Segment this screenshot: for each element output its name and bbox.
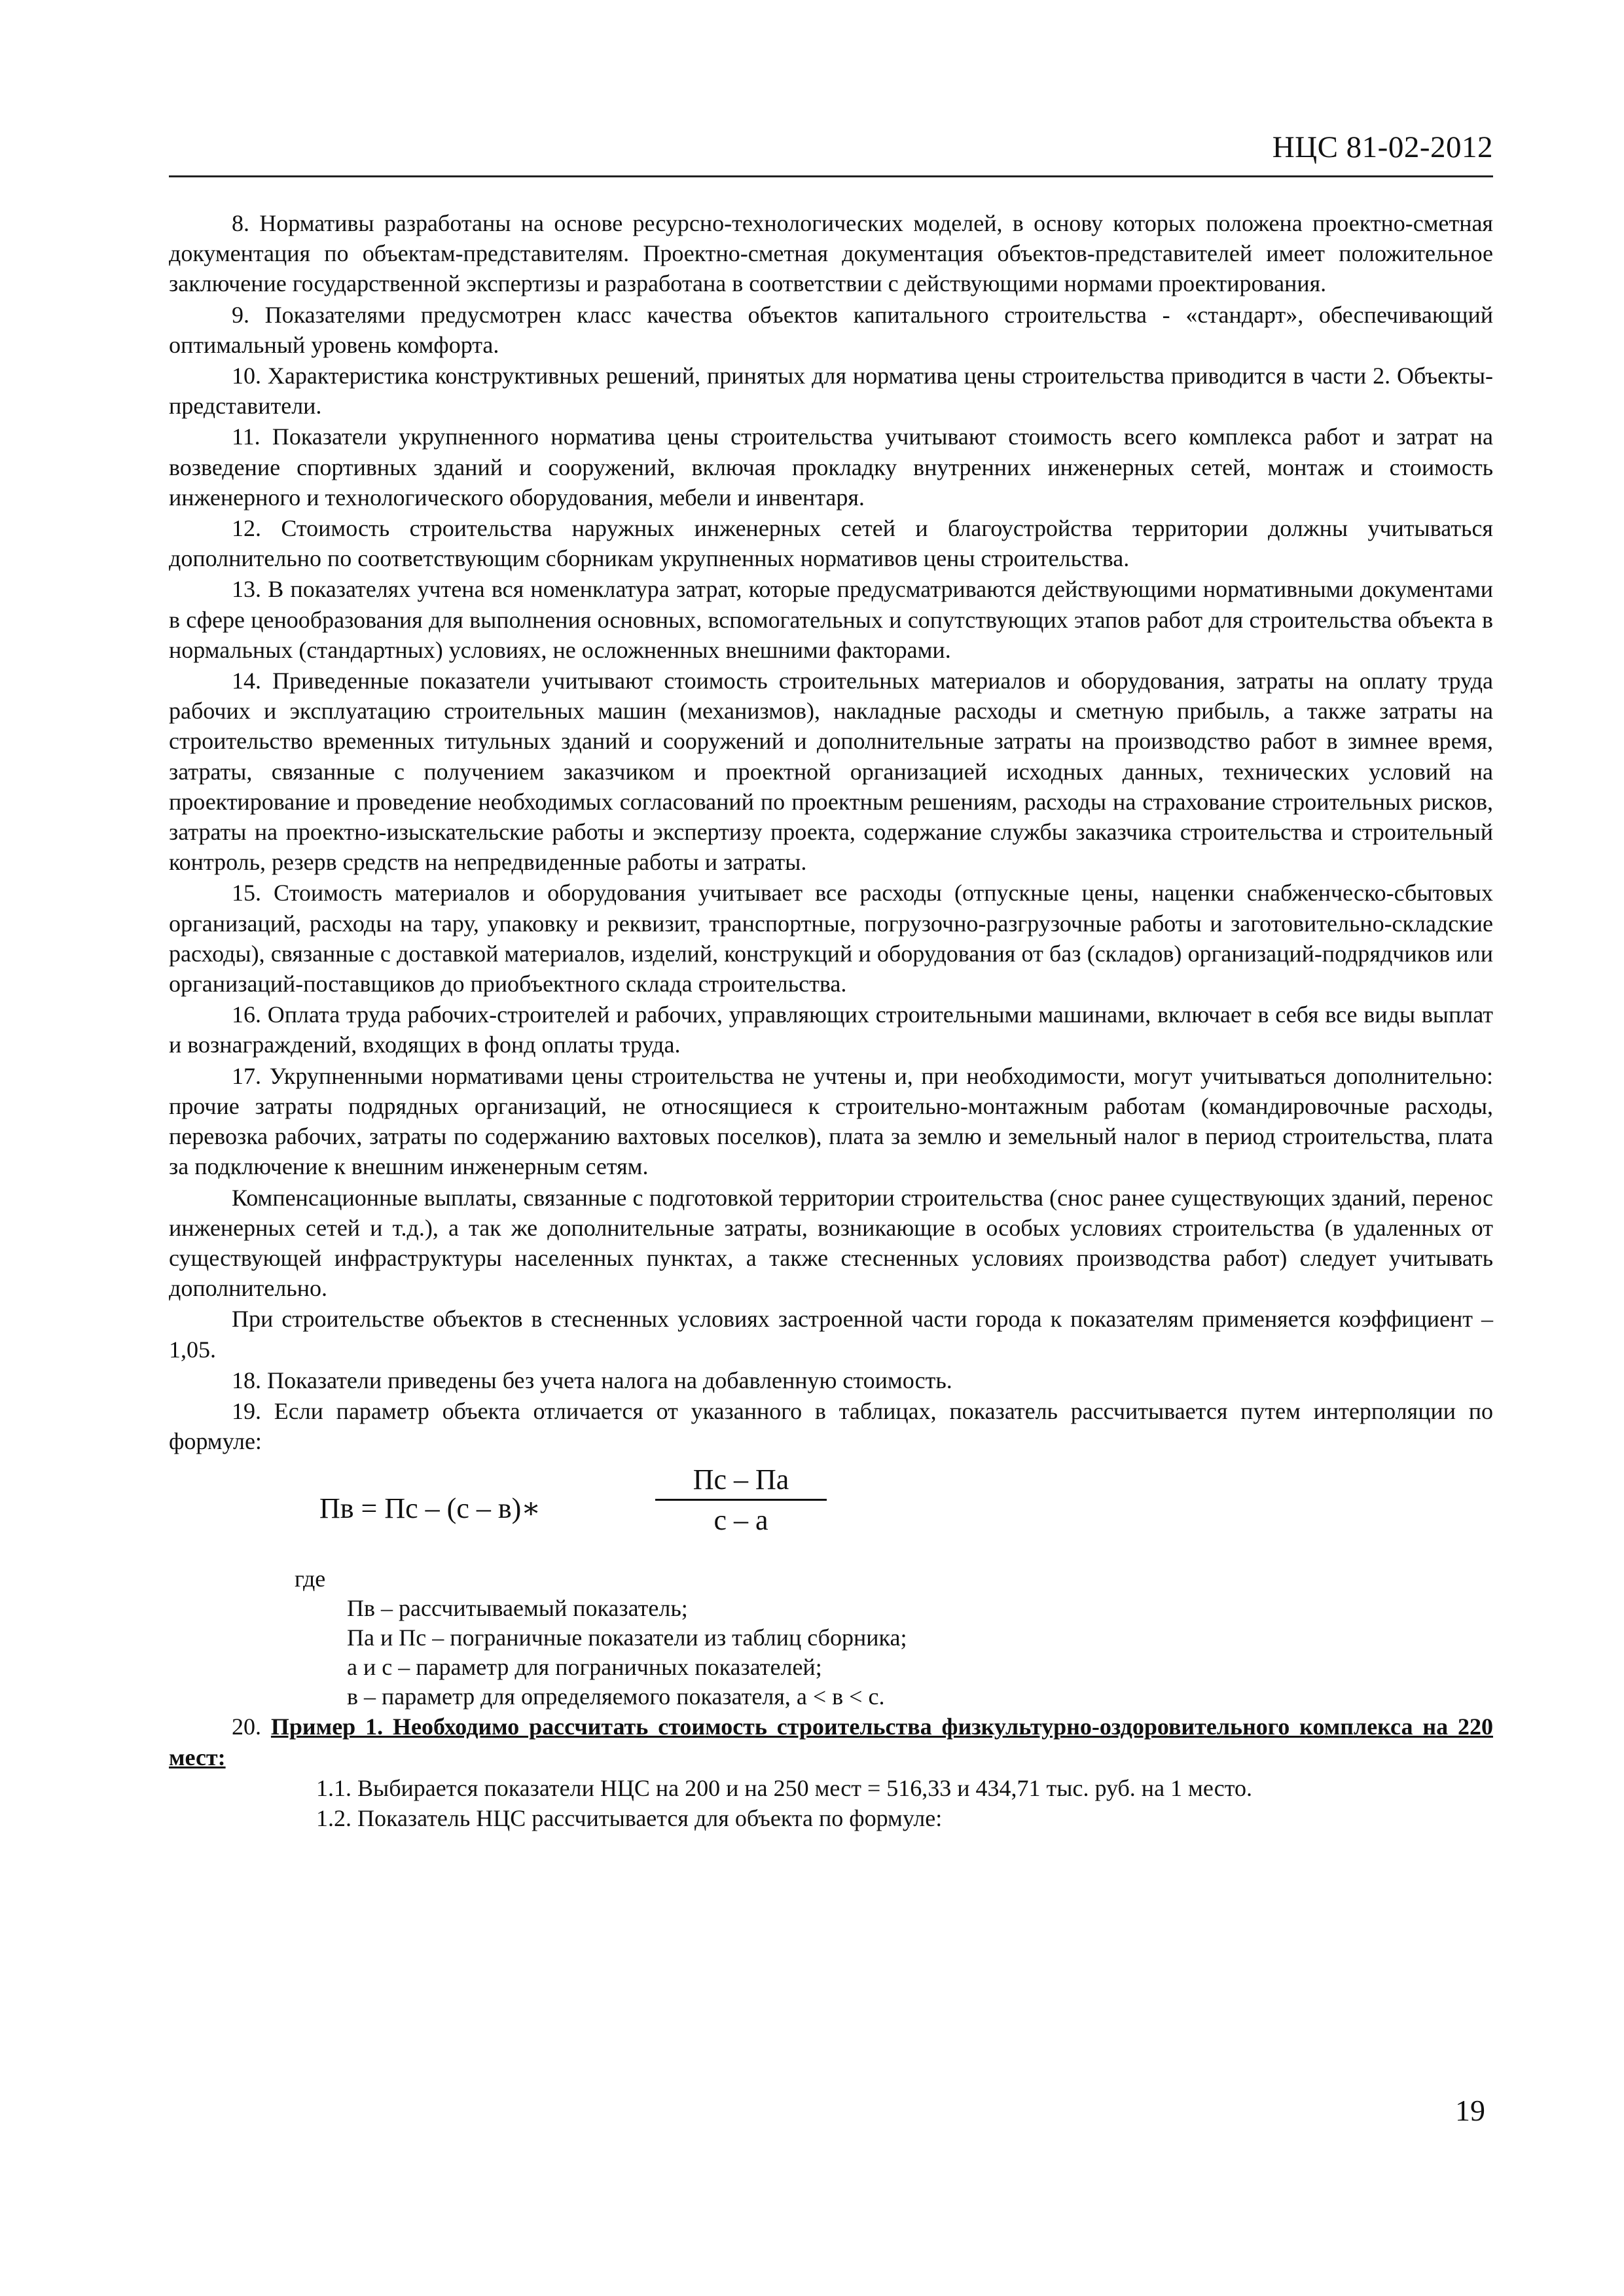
example-step: 1.2. Показатель НЦС рассчитывается для объекта по формуле: [316, 1804, 943, 1831]
page-number: 19 [1455, 2094, 1485, 2127]
paragraph-11: 11. Показатели укрупненного норматива цены строительства учитывают стоимость всего комплекса работ и затрат на возведение спортивных зданий и сооружений, включая прокладку внутренних инженерных сетей, монтаж и стоимость инженерного и технологического оборудования, мебели и инвентаря. [169, 423, 1493, 511]
paragraph-14: 14. Приведенные показатели учитывают стоимость строительных материалов и оборудования, затраты на оплату труда рабочих и эксплуатацию строительных машин (механизмов), накладные расходы и сметную прибыль, а также затраты на строительство временных титульных зданий и сооружений и дополнительные затраты на производство работ в зимнее время, затраты, связанные с получением заказчиком и проектной организацией исходных данных, технических условий на проектирование и проведение необходимых согласований по проектным решениям, расходы на страхование строительных рисков, затраты на проектно-изыскательские работы и экспертизу проекта, содержание службы заказчика строительства и строительный контроль, резерв средств на непредвиденные работы и затраты. [169, 668, 1493, 876]
formula-numerator: Пс – Па [655, 1463, 827, 1501]
paragraph-17: 17. Укрупненными нормативами цены строительства не учтены и, при необходимости, могут учитываться дополнительно: прочие затраты подрядных организаций, не относящиеся к строительно-монтажным работам (командировочные расходы, перевозка рабочих, затраты по содержанию вахтовых поселков), плата за землю и земельный налог в период строительства, плата за подключение к внешним инженерным сетям. [169, 1062, 1493, 1180]
paragraph-coefficient: При строительстве объектов в стесненных условиях застроенной части города к показателям применяется коэффициент – 1,05. [169, 1306, 1493, 1363]
paragraph-9: 9. Показателями предусмотрен класс качества объектов капитального строительства - «стандарт», обеспечивающий оптимальный уровень комфорта. [169, 301, 1493, 358]
formula-lhs: Пв = Пс – (с – в)∗ [319, 1492, 541, 1525]
example-number: 20. [232, 1713, 271, 1740]
document-code-header: НЦС 81-02-2012 [1272, 130, 1493, 164]
formula-denominator: с – а [713, 1504, 768, 1537]
definition-item: Пв – рассчитываемый показатель; [347, 1595, 688, 1622]
paragraph-19: 19. Если параметр объекта отличается от указанного в таблицах, показатель рассчитывается путем интерполяции по формуле: [169, 1397, 1493, 1455]
header-rule [169, 175, 1493, 177]
definition-item: в – параметр для определяемого показателя, а < в < с. [347, 1683, 885, 1710]
formula-fraction [655, 1463, 827, 1537]
paragraph-18: 18. Показатели приведены без учета налога на добавленную стоимость. [232, 1367, 952, 1393]
paragraph-20-example [169, 1712, 1493, 1772]
paragraph-16: 16. Оплата труда рабочих-строителей и рабочих, управляющих строительными машинами, включает в себя все виды выплат и вознаграждений, входящих в фонд оплаты труда. [169, 1001, 1493, 1058]
formula-definitions [347, 1594, 1493, 1712]
example-title: Пример 1. Необходимо рассчитать стоимость строительства физкультурно-оздоровительного комплекса на 220 мест: [169, 1713, 1493, 1770]
paragraph-12: 12. Стоимость строительства наружных инженерных сетей и благоустройства территории должны учитываться дополнительно по соответствующим сборникам укрупненных нормативов цены строительства. [169, 515, 1493, 572]
example-step: 1.1. Выбирается показатели НЦС на 200 и на 250 мест = 516,33 и 434,71 тыс. руб. на 1 место. [316, 1774, 1252, 1801]
paragraph-13: 13. В показателях учтена вся номенклатура затрат, которые предусматриваются действующими нормативными документами в сфере ценообразования для выполнения основных, вспомогательных и сопутствующих этапов работ для строительства объекта в нормальных (стандартных) условиях, не осложненных внешними факторами. [169, 576, 1493, 663]
interpolation-formula [319, 1463, 1493, 1561]
paragraph-10: 10. Характеристика конструктивных решений, принятых для норматива цены строительства приводится в части 2. Объекты-представители. [169, 363, 1493, 420]
definition-item: а и с – параметр для пограничных показателей; [347, 1654, 822, 1681]
paragraph-compensation: Компенсационные выплаты, связанные с подготовкой территории строительства (снос ранее существующих зданий, перенос инженерных сетей и т.д.), а так же дополнительные затраты, возникающие в особых условиях строительства (в удаленных от существующей инфраструктуры населенных пунктах, а также стесненных условиях производства работ) следует учитывать дополнительно. [169, 1184, 1493, 1302]
where-label: где [295, 1566, 326, 1592]
definition-item: Па и Пс – пограничные показатели из таблиц сборника; [347, 1624, 907, 1651]
paragraph-15: 15. Стоимость материалов и оборудования учитывает все расходы (отпускные цены, наценки снабженческо-сбытовых организаций, расходы на тару, упаковку и реквизит, транспортные, погрузочно-разгрузочные работы и заготовительно-складские расходы), связанные с доставкой материалов, изделий, конструкций и оборудования от баз (складов) организаций-подрядчиков или организаций-поставщиков до приобъектного склада строительства. [169, 880, 1493, 997]
page-content [169, 208, 1493, 1833]
paragraph-8: 8. Нормативы разработаны на основе ресурсно-технологических моделей, в основу которых положена проектно-сметная документация по объектам-представителям. Проектно-сметная документация объектов-представителей имеет положительное заключение государственной экспертизы и разработана в соответствии с действующими нормами проектирования. [169, 210, 1493, 297]
